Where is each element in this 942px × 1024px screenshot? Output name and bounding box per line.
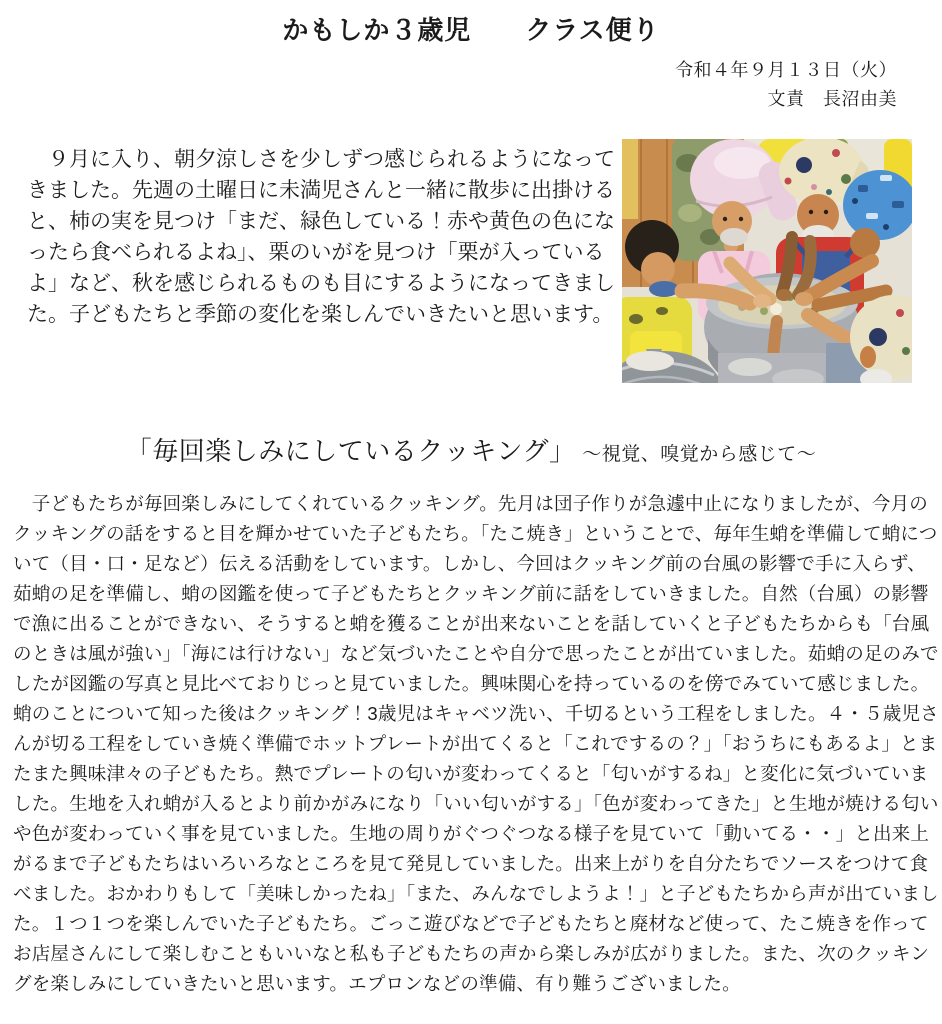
intro-paragraph: [27, 144, 617, 330]
text-line: お店屋さんにして楽しむこともいいなと私も子どもたちの声から楽しみが広がりました。また、次のクッキン: [13, 943, 930, 964]
text-line: べました。おかわりもして「美味しかったね」「また、みんなでしようよ！」と子どもたちから声が出ていまし: [13, 883, 939, 904]
text-line: 茹蛸の足を準備し、蛸の図鑑を使って子どもたちとクッキング前に話をしていきました。自然（台風）の影響: [13, 583, 929, 604]
cooking-photo-illustration: [622, 139, 912, 383]
issue-date: 令和４年９月１３日（火）: [675, 60, 897, 80]
text-line: きました。先週の土曜日に未満児さんと一緒に散歩に出掛ける: [27, 179, 615, 202]
text-line: ったら食べられるよね」、栗のいがを見つけ「栗が入っている: [27, 241, 605, 264]
text-line: よ」など、秋を感じられるものも目にするようになってきまし: [27, 272, 615, 295]
document-meta: [675, 56, 897, 114]
text-line: のときは風が強い」「海には行けない」など気づいたことや自分で思ったことが出ていました。茹蛸の足のみで: [13, 643, 939, 664]
text-line: や色が変わっていく事を見ていました。生地の周りがぐつぐつなる様子を見ていて「動いてる・・」と出来上: [13, 823, 930, 844]
text-line: ９月に入り、朝夕涼しさを少しずつ感じられるようになって: [27, 148, 615, 171]
text-line: 子どもたちが毎回楽しみにしてくれているクッキング。先月は団子作りが急遽中止になりましたが、今月の: [13, 493, 929, 514]
text-line: いて（目・口・足など）伝える活動をしています。しかし、今回はクッキング前の台風の影響で手に入らず、: [13, 553, 926, 574]
text-line: グを楽しみにしていきたいと思います。エプロンなどの準備、有り難うございました。: [13, 973, 741, 994]
text-line: た。１つ１つを楽しんでいた子どもたち。ごっこ遊びなどで子どもたちと廃材など使って、たこ焼きを作って: [13, 913, 929, 934]
page-title: かもしか３歳児 クラス便り: [282, 15, 660, 45]
text-line: と、柿の実を見つけ「まだ、緑色している！赤や黄色の色にな: [27, 210, 615, 233]
section-heading: [0, 431, 942, 468]
text-line: たまた興味津々の子どもたち。熱でプレートの匂いが変わってくると「匂いがするね」と変化に気づいていま: [13, 763, 929, 784]
text-line: た。子どもたちと季節の変化を楽しんでいきたいと思います。: [27, 303, 614, 326]
text-line: で漁に出ることができない、そうすると蛸を獲ることが出来ないことを話していくと子どもたちからも「台風: [13, 613, 930, 634]
text-line: んが切る工程をしていき焼く準備でホットプレートが出てくると「これでするの？」「おうちにもあるよ」とま: [13, 733, 938, 754]
body-paragraph: [13, 489, 938, 999]
text-line: クッキングの話をすると目を輝かせていた子どもたち。「たこ焼き」ということで、毎年生蛸を準備して蛸につ: [13, 523, 938, 544]
text-line: したが図鑑の写真と見比べておりじっと見ていました。興味関心を持っているのを傍でみていて感じました。: [13, 673, 930, 694]
section-heading-sub: ～視覚、嗅覚から感じて～: [582, 444, 817, 465]
cooking-photo: [622, 139, 912, 383]
author-credit: 文責 長沼由美: [767, 89, 897, 109]
text-line: 蛸のことについて知った後はクッキング！3歳児はキャベツ洗い、千切るという工程をしました。４・５歳児さ: [13, 703, 939, 724]
section-heading-main: 「毎回楽しみにしているクッキング」: [125, 436, 576, 466]
text-line: した。生地を入れ蛸が入るとより前かがみになり「いい匂いがする」「色が変わってきた」と生地が焼ける匂い: [13, 793, 939, 814]
text-line: がるまで子どもたちはいろいろなところを見て発見していました。出来上がりを自分たちでソースをつけて食: [13, 853, 929, 874]
